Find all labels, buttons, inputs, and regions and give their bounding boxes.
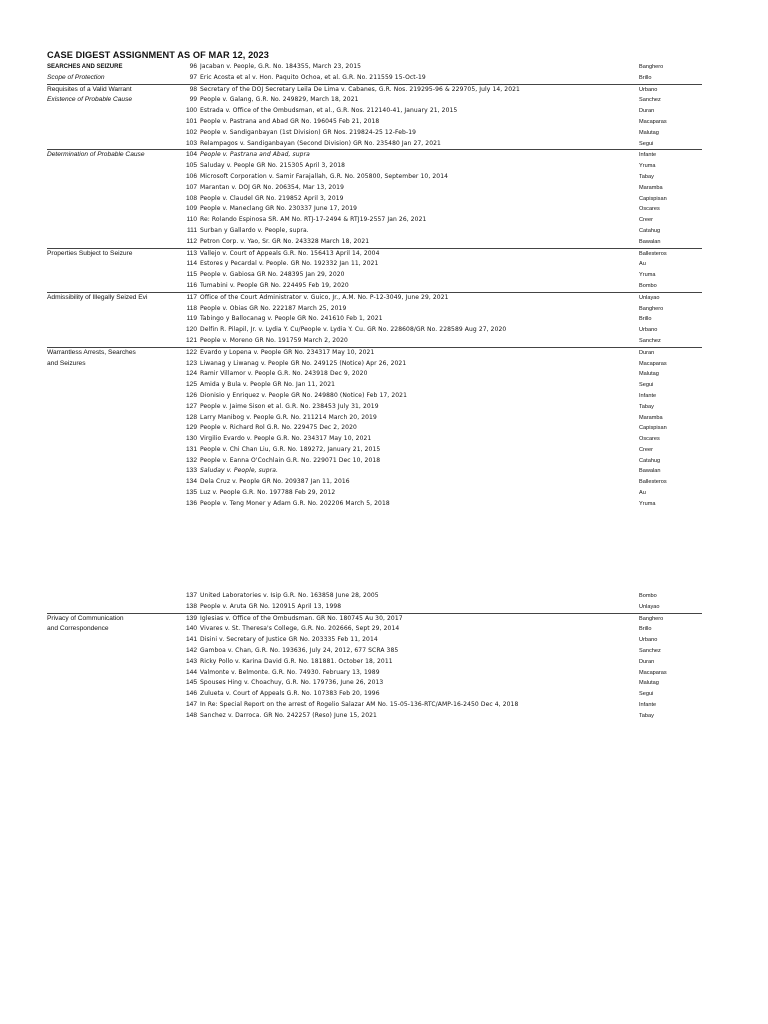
assignee-name: Macaparas [639, 118, 667, 125]
table-row [47, 194, 702, 205]
case-number: 131 [185, 445, 197, 453]
table-row [47, 456, 702, 467]
table-row [47, 84, 702, 96]
case-number: 110 [186, 216, 197, 224]
case-title: Delfin R. Pilapil, Jr. v. Lydia Y. Cu/People v. Lydia Y. Cu. GR No. 228608/GR No. 228589 Aug 27, 2020 [200, 326, 507, 334]
table-row [47, 423, 702, 434]
case-title: In Re: Special Report on the arrest of Rogelio Salazar AM No. 15-05-136-RTC/AMP-16-2450 Dec 4, 2018 [200, 700, 519, 708]
case-title: Valmonte v. Belmonte. G.R. No. 74930. February 13, 1989 [200, 668, 380, 676]
table-row [47, 237, 702, 248]
table-row [47, 711, 702, 722]
case-number: 114 [186, 260, 197, 268]
case-title: Eric Acosta et al v. Hon. Paquito Ochoa, et al. G.R. No. 211559 15-Oct-19 [200, 73, 426, 81]
table-row [47, 445, 702, 456]
case-title: Virgilio Evardo v. People G.R. No. 234317 May 10, 2021 [200, 435, 372, 443]
case-title: Amida y Bula v. People GR No. Jan 11, 2021 [200, 381, 336, 389]
topic-label: SEARCHES AND SEIZURE [47, 64, 123, 70]
case-title: Tumabini v. People GR No. 224495 Feb 19, 2020 [200, 281, 349, 289]
table-row [47, 304, 702, 315]
table-row [47, 117, 702, 128]
assignee-name: Yruma [639, 272, 656, 279]
assignee-name: Au [639, 490, 646, 497]
case-number: 145 [185, 679, 197, 687]
case-number: 142 [185, 646, 197, 654]
case-number: 128 [185, 413, 197, 421]
table-row [47, 624, 702, 635]
case-number: 118 [186, 304, 197, 312]
case-title: Dela Cruz v. People GR No. 209387 Jan 11, 2016 [200, 478, 350, 486]
case-title: Spouses Hing v. Choachuy, G.R. No. 179736, June 26, 2013 [200, 679, 384, 687]
case-title: Dionisio y Enriquez v. People GR No. 249880 (Notice) Feb 17, 2021 [200, 391, 407, 399]
assignee-name: Capispisan [639, 195, 667, 202]
case-number: 139 [185, 614, 197, 622]
case-number: 98 [189, 85, 197, 93]
topic-label: Existence of Probable Cause [47, 96, 133, 104]
assignee-name: Bawalan [639, 468, 661, 475]
table-row [47, 248, 702, 260]
assignee-name: Banghero [639, 305, 664, 312]
case-title: Petron Corp. v. Yao, Sr. GR No. 243328 March 18, 2021 [200, 237, 370, 245]
assignee-name: Infante [639, 392, 657, 399]
assignee-name: Creer [639, 217, 653, 224]
case-title: Liwanag y Liwanag v. People GR No. 249125 (Notice) Apr 26, 2021 [200, 359, 407, 367]
case-number: 101 [185, 117, 197, 125]
table-row [47, 281, 702, 292]
case-number: 125 [185, 381, 197, 389]
table-row [47, 477, 702, 488]
case-number: 140 [185, 625, 197, 633]
assignee-name: Malutag [639, 680, 659, 687]
assignee-name: Tabay [639, 712, 654, 719]
table-row [47, 292, 702, 304]
assignee-name: Bawalan [639, 238, 661, 245]
case-title: People v. Chi Chan Liu, G.R. No. 189272, January 21, 2015 [200, 445, 381, 453]
case-number: 112 [186, 237, 197, 245]
assignee-name: Maramba [639, 414, 663, 421]
case-title: People v. Eanna O'Cochlain G.R. No. 229071 Dec 10, 2018 [200, 456, 381, 464]
assignee-name: Infante [639, 152, 657, 159]
table-row [47, 204, 702, 215]
case-number: 108 [185, 194, 197, 202]
case-number: 119 [186, 315, 197, 323]
case-title: Luz v. People G.R. No. 197788 Feb 29, 2012 [200, 489, 336, 497]
case-number: 133 [185, 467, 197, 475]
table-row [47, 413, 702, 424]
case-number: 97 [189, 73, 197, 81]
table-row [47, 95, 702, 106]
case-title: People v. Teng Moner y Adam G.R. No. 202206 March 5, 2018 [200, 499, 390, 507]
case-number: 102 [185, 128, 197, 136]
table-row [47, 336, 702, 347]
case-title: Surban y Gallardo v. People, supra. [200, 226, 309, 234]
assignee-name: Creer [639, 446, 653, 453]
table-row [47, 613, 702, 625]
case-title: People v. Obias GR No. 222187 March 25, 2019 [200, 304, 347, 312]
topic-label: Scope of Protection [47, 73, 105, 81]
case-number: 123 [185, 359, 197, 367]
assignee-name: Urbano [639, 327, 658, 334]
case-title: People v. Gabiosa GR No. 248395 Jan 29, 2020 [200, 271, 345, 279]
table-row [47, 139, 702, 150]
case-number: 122 [185, 348, 197, 356]
case-number: 132 [185, 456, 197, 464]
case-number: 134 [185, 478, 197, 486]
table-row [47, 402, 702, 413]
case-number: 127 [185, 402, 197, 410]
topic-label: Requisites of a Valid Warrant [47, 85, 132, 93]
assignee-name: Oscares [639, 206, 660, 213]
table-row [47, 380, 702, 391]
case-title: People v. Maneclang GR No. 230337 June 17, 2019 [200, 205, 358, 213]
assignee-name: Infante [639, 701, 657, 708]
assignee-name: Sanchez [639, 337, 661, 344]
case-number: 124 [185, 370, 197, 378]
table-row [47, 215, 702, 226]
case-title: People v. Pastrana and Abad, supra [200, 151, 310, 159]
case-number: 137 [185, 592, 197, 599]
assignee-name: Ballesteros [639, 250, 667, 257]
assignee-name: Duran [639, 108, 655, 115]
assignee-name: Ballesteros [639, 479, 667, 486]
assignee-name: Segui [639, 691, 654, 698]
assignee-name: Urbano [639, 637, 658, 644]
case-number: 117 [186, 293, 197, 301]
case-number: 147 [185, 700, 197, 708]
table-row [47, 646, 702, 657]
assignee-name: Catahug [639, 227, 661, 234]
case-title: Saluday v. People, supra. [200, 467, 279, 475]
table-row [47, 657, 702, 668]
case-number: 148 [185, 711, 197, 719]
table-row [47, 314, 702, 325]
table-row [47, 678, 702, 689]
case-number: 143 [185, 657, 197, 665]
assignee-name: Urbano [639, 86, 658, 93]
case-number: 120 [185, 326, 197, 334]
case-number: 116 [186, 281, 197, 289]
case-title: Ramir Villamor v. People G.R. No. 243918 Dec 9, 2020 [200, 370, 368, 378]
case-number: 115 [186, 271, 197, 279]
table-row [47, 434, 702, 445]
table-row [47, 347, 702, 359]
assignee-name: Catahug [639, 457, 661, 464]
case-number: 100 [185, 107, 197, 115]
assignee-name: Banghero [639, 64, 664, 70]
topic-label: Privacy of Communication [47, 614, 124, 622]
table-row [47, 62, 702, 73]
assignee-name: Duran [639, 658, 655, 665]
case-title: Saluday v. People GR No. 215305 April 3, 2018 [200, 162, 346, 170]
assignee-name: Brillo [639, 74, 652, 81]
case-number: 126 [185, 391, 197, 399]
case-title: Vallejo v. Court of Appeals G.R. No. 156413 April 14, 2004 [200, 249, 380, 257]
assignee-name: Banghero [639, 615, 664, 622]
case-number: 109 [185, 205, 197, 213]
case-title: Disini v. Secretary of Justice GR No. 203335 Feb 11, 2014 [200, 636, 378, 644]
case-title: Zulueta v. Court of Appeals G.R. No. 107383 Feb 20, 1996 [200, 690, 380, 698]
topic-label: and Seizures [47, 359, 86, 367]
case-title: Microsoft Corporation v. Samir Farajallah, G.R. No. 205800, September 10, 2014 [200, 172, 449, 180]
topic-label: Warrantless Arrests, Searches [47, 348, 136, 356]
table-row [47, 602, 702, 613]
assignee-name: Capispisan [639, 425, 667, 432]
case-title: Iglesias v. Office of the Ombudsman. GR No. 180745 Au 30, 2017 [200, 614, 403, 622]
assignee-name: Sanchez [639, 647, 661, 654]
assignee-name: Bombo [639, 593, 657, 599]
document-title: CASE DIGEST ASSIGNMENT AS OF MAR 12, 2023 [47, 50, 269, 60]
case-title: Jacaban v. People, G.R. No. 184355, March 23, 2015 [200, 63, 362, 70]
assignee-name: Maramba [639, 184, 663, 191]
case-title: People v. Pastrana and Abad GR No. 196045 Feb 21, 2018 [200, 117, 380, 125]
case-title: People v. Sandiganbayan (1st Division) GR Nos. 219824-25 12-Feb-19 [200, 128, 417, 136]
case-title: Gamboa v. Chan, G.R. No. 193636, July 24, 2012, 677 SCRA 385 [200, 646, 399, 654]
case-title: People v. Aruta GR No. 120915 April 13, 1998 [200, 602, 342, 610]
case-title: Marantan v. DOJ GR No. 206354, Mar 13, 2019 [200, 183, 345, 191]
case-title: United Laboratories v. Isip G.R. No. 163858 June 28, 2005 [200, 592, 379, 599]
table-row [47, 635, 702, 646]
table-row [47, 183, 702, 194]
case-number: 130 [185, 435, 197, 443]
assignee-name: Brillo [639, 316, 652, 323]
case-title: Ricky Pollo v. Karina David G.R. No. 181881. October 18, 2011 [200, 657, 393, 665]
table-row [47, 161, 702, 172]
assignee-name: Au [639, 261, 646, 268]
case-number: 106 [185, 172, 197, 180]
case-number: 135 [185, 489, 197, 497]
table-row [47, 128, 702, 139]
table-row [47, 270, 702, 281]
case-title: Larry Manibog v. People G.R. No. 211214 March 20, 2019 [200, 413, 377, 421]
assignee-name: Tabay [639, 403, 654, 410]
case-title: Estrada v. Office of the Ombudsman, et al., G.R. Nos. 212140-41, January 21, 2015 [200, 107, 458, 115]
case-title: People v. Claudel GR No. 219852 April 3, 2019 [200, 194, 344, 202]
case-number: 96 [189, 63, 197, 70]
case-number: 105 [185, 162, 197, 170]
table-row [47, 149, 702, 161]
case-number: 129 [185, 424, 197, 432]
assignee-name: Malutag [639, 371, 659, 378]
table-row [47, 591, 702, 602]
assignee-name: Duran [639, 349, 655, 356]
table-row [47, 499, 702, 510]
topic-label: Determination of Probable Cause [47, 151, 145, 159]
topic-label: and Correspondence [47, 625, 109, 633]
table-row [47, 325, 702, 336]
table-row [47, 172, 702, 183]
table-row [47, 391, 702, 402]
case-title: Evardo y Lopena v. People GR No. 234317 May 10, 2021 [200, 348, 375, 356]
assignee-name: Unlayao [639, 294, 660, 301]
assignee-name: Segui [639, 140, 654, 147]
case-title: Estores y Pecardal v. People. GR No. 192332 Jan 11, 2021 [200, 260, 379, 268]
case-number: 103 [185, 139, 197, 147]
assignee-name: Bombo [639, 282, 657, 289]
case-number: 138 [185, 602, 197, 610]
topic-label: Properties Subject to Seizure [47, 249, 133, 257]
case-title: People v. Richard Rol G.R. No. 229475 Dec 2, 2020 [200, 424, 357, 432]
assignee-name: Yruma [639, 500, 656, 507]
case-number: 146 [185, 690, 197, 698]
assignee-name: Macaparas [639, 360, 667, 367]
case-title: Relampagos v. Sandiganbayan (Second Division) GR No. 235480 Jan 27, 2021 [200, 139, 441, 147]
case-number: 111 [186, 226, 197, 234]
topic-label: Admissibility of Illegally Seized Evi [47, 293, 148, 301]
case-number: 144 [185, 668, 197, 676]
table-row [47, 359, 702, 370]
assignee-name: Sanchez [639, 97, 661, 104]
case-number: 107 [185, 183, 197, 191]
case-title: Sanchez v. Darroca. GR No. 242257 (Reso) June 15, 2021 [200, 711, 377, 719]
assignee-name: Oscares [639, 436, 660, 443]
assignee-name: Segui [639, 382, 654, 389]
assignee-name: Yruma [639, 163, 656, 170]
case-table-section-2 [47, 591, 702, 722]
case-number: 136 [185, 499, 197, 507]
case-title: People v. Moreno GR No. 191759 March 2, 2020 [200, 336, 348, 344]
assignee-name: Unlayao [639, 603, 660, 610]
table-row [47, 369, 702, 380]
case-title: Tabingo y Ballocanag v. People GR No. 241610 Feb 1, 2021 [200, 315, 383, 323]
assignee-name: Malutag [639, 129, 659, 136]
case-title: Vivares v. St. Theresa's College, G.R. No. 202666, Sept 29, 2014 [200, 625, 400, 633]
assignee-name: Brillo [639, 626, 652, 633]
case-number: 99 [189, 96, 197, 104]
table-row [47, 466, 702, 477]
case-title: Office of the Court Administrator v. Guico, Jr., A.M. No. P-12-3049, June 29, 2021 [200, 293, 449, 301]
case-number: 121 [185, 336, 197, 344]
table-row [47, 226, 702, 237]
case-table-section-1 [47, 62, 702, 510]
case-title: People v. Galang, G.R. No. 249829, March 18, 2021 [200, 96, 359, 104]
case-number: 141 [185, 636, 197, 644]
case-title: Re: Rolando Espinosa SR. AM No. RTJ-17-2494 & RTJ19-2557 Jan 26, 2021 [200, 216, 427, 224]
table-row [47, 668, 702, 679]
table-row [47, 689, 702, 700]
case-title: People v. Jaime Sison et al. G.R. No. 238453 July 31, 2019 [200, 402, 379, 410]
table-row [47, 106, 702, 117]
table-row [47, 488, 702, 499]
assignee-name: Macaparas [639, 669, 667, 676]
table-row [47, 73, 702, 84]
case-number: 104 [185, 151, 197, 159]
table-row [47, 259, 702, 270]
case-number: 113 [186, 249, 197, 257]
case-title: Secretary of the DOJ Secretary Leila De Lima v. Cabanes, G.R. Nos. 219295-96 & 229705, July 14, 2021 [200, 85, 520, 93]
assignee-name: Tabay [639, 173, 654, 180]
table-row [47, 700, 702, 711]
